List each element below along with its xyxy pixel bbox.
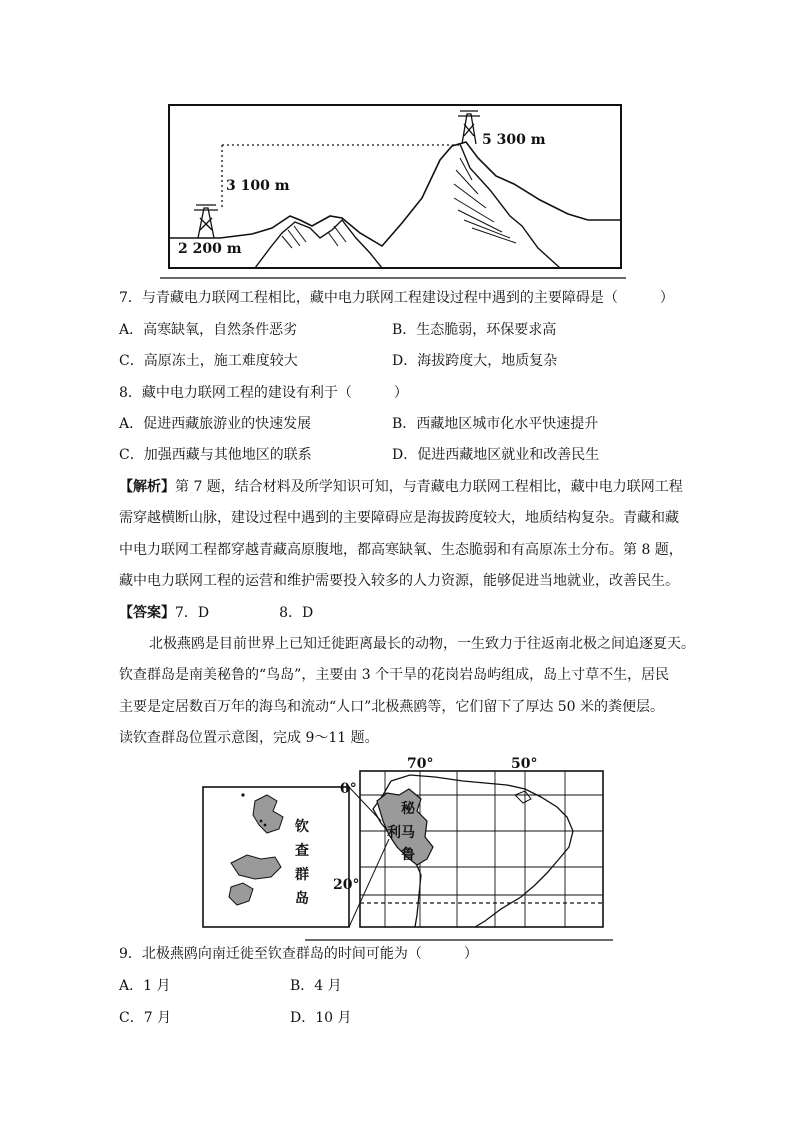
- peru-label-char-3: 鲁: [401, 847, 415, 863]
- passage-line-1: 北极燕鸥是目前世界上已知迁徙距离最长的动物，一生致力于往返南北极之间追逐夏天。: [149, 636, 695, 652]
- elevation-profile-figure: [160, 98, 630, 282]
- analysis-line-4: 藏中电力联网工程的运营和维护需要投入较多的人力资源，能够促进当地就业，改善民生。: [119, 573, 679, 589]
- latitude-20-label: 20°: [333, 877, 360, 893]
- analysis-line-2: 需穿越横断山脉，建设过程中遇到的主要障碍应是海拔跨度较大，地质结构复杂。青藏和藏: [119, 510, 679, 526]
- inset-label-char-2: 查: [295, 843, 309, 859]
- q8-option-d[interactable]: D．促进西藏地区就业和改善民生: [392, 447, 600, 463]
- answer-text: 7．D 8．D: [175, 605, 314, 621]
- q8-stem: 8．藏中电力联网工程的建设有利于（ ）: [119, 385, 408, 401]
- q9-option-d[interactable]: D．10 月: [290, 1010, 352, 1026]
- q8-option-a[interactable]: A．促进西藏旅游业的快速发展: [119, 416, 312, 432]
- analysis-text-1: 第 7 题，结合材料及所学知识可知，与青藏电力联网工程相比，藏中电力联网工程: [175, 479, 683, 495]
- passage-line-3: 主要是定居数百万年的海鸟和流动“人口”北极燕鸥等，它们留下了厚达 50 米的粪便层。: [119, 699, 665, 715]
- label-2200m: 2 200 m: [178, 241, 242, 257]
- label-5300m: 5 300 m: [482, 132, 546, 148]
- q9-stem: 9．北极燕鸥向南迁徙至钦查群岛的时间可能为（ ）: [119, 946, 478, 962]
- power-tower-high-icon: [458, 111, 480, 144]
- label-3100m: 3 100 m: [226, 178, 290, 194]
- q7-option-b[interactable]: B．生态脆弱，环保要求高: [392, 322, 557, 338]
- longitude-50-label: 50°: [511, 756, 538, 772]
- q8-option-b[interactable]: B．西藏地区城市化水平快速提升: [392, 416, 599, 432]
- answer-line: [119, 603, 313, 623]
- power-tower-low-icon: [194, 205, 218, 238]
- inset-label-char-4: 岛: [295, 891, 309, 907]
- inset-islet-dot: [264, 824, 267, 827]
- inset-islet-dot: [260, 820, 263, 823]
- analysis-tag: 【解析】: [119, 479, 175, 495]
- answer-tag: 【答案】: [119, 605, 175, 621]
- q9-option-c[interactable]: C．7 月: [119, 1010, 172, 1026]
- q9-option-b[interactable]: B．4 月: [290, 978, 342, 994]
- analysis-line-1: [119, 477, 683, 497]
- inset-frame: [203, 787, 349, 927]
- q7-option-d[interactable]: D．海拔跨度大，地质复杂: [392, 353, 558, 369]
- longitude-70-label: 70°: [407, 756, 434, 772]
- analysis-line-3: 中电力联网工程都穿越青藏高原腹地，都高寒缺氧、生态脆弱和有高原冻土分布。第 8 题，: [119, 542, 683, 558]
- q8-option-c[interactable]: C．加强西藏与其他地区的联系: [119, 447, 312, 463]
- peru-label-lima: 利马: [387, 825, 415, 841]
- latitude-0-label: 0°: [340, 781, 357, 797]
- passage-line-2: 钦查群岛是南美秘鲁的“鸟岛”，主要由 3 个干旱的花岗岩岛屿组成，岛上寸草不生，居民: [119, 667, 670, 683]
- inset-islet-dot: [241, 793, 244, 796]
- chincha-location-map: [195, 755, 615, 943]
- inset-label-char-1: 钦: [295, 819, 309, 835]
- q9-option-a[interactable]: A．1 月: [119, 978, 171, 994]
- mountain-right-slope: [460, 144, 560, 268]
- terrain-profile: [170, 142, 621, 246]
- inset-label-char-3: 群: [295, 867, 309, 883]
- passage-line-4: 读钦查群岛位置示意图，完成 9～11 题。: [119, 730, 379, 746]
- peru-label-char-1: 秘: [401, 801, 415, 817]
- q7-option-a[interactable]: A．高寒缺氧，自然条件恶劣: [119, 322, 298, 338]
- q7-stem: 7．与青藏电力联网工程相比，藏中电力联网工程建设过程中遇到的主要障碍是（ ）: [119, 290, 674, 306]
- q7-option-c[interactable]: C．高原冻土，施工难度较大: [119, 353, 298, 369]
